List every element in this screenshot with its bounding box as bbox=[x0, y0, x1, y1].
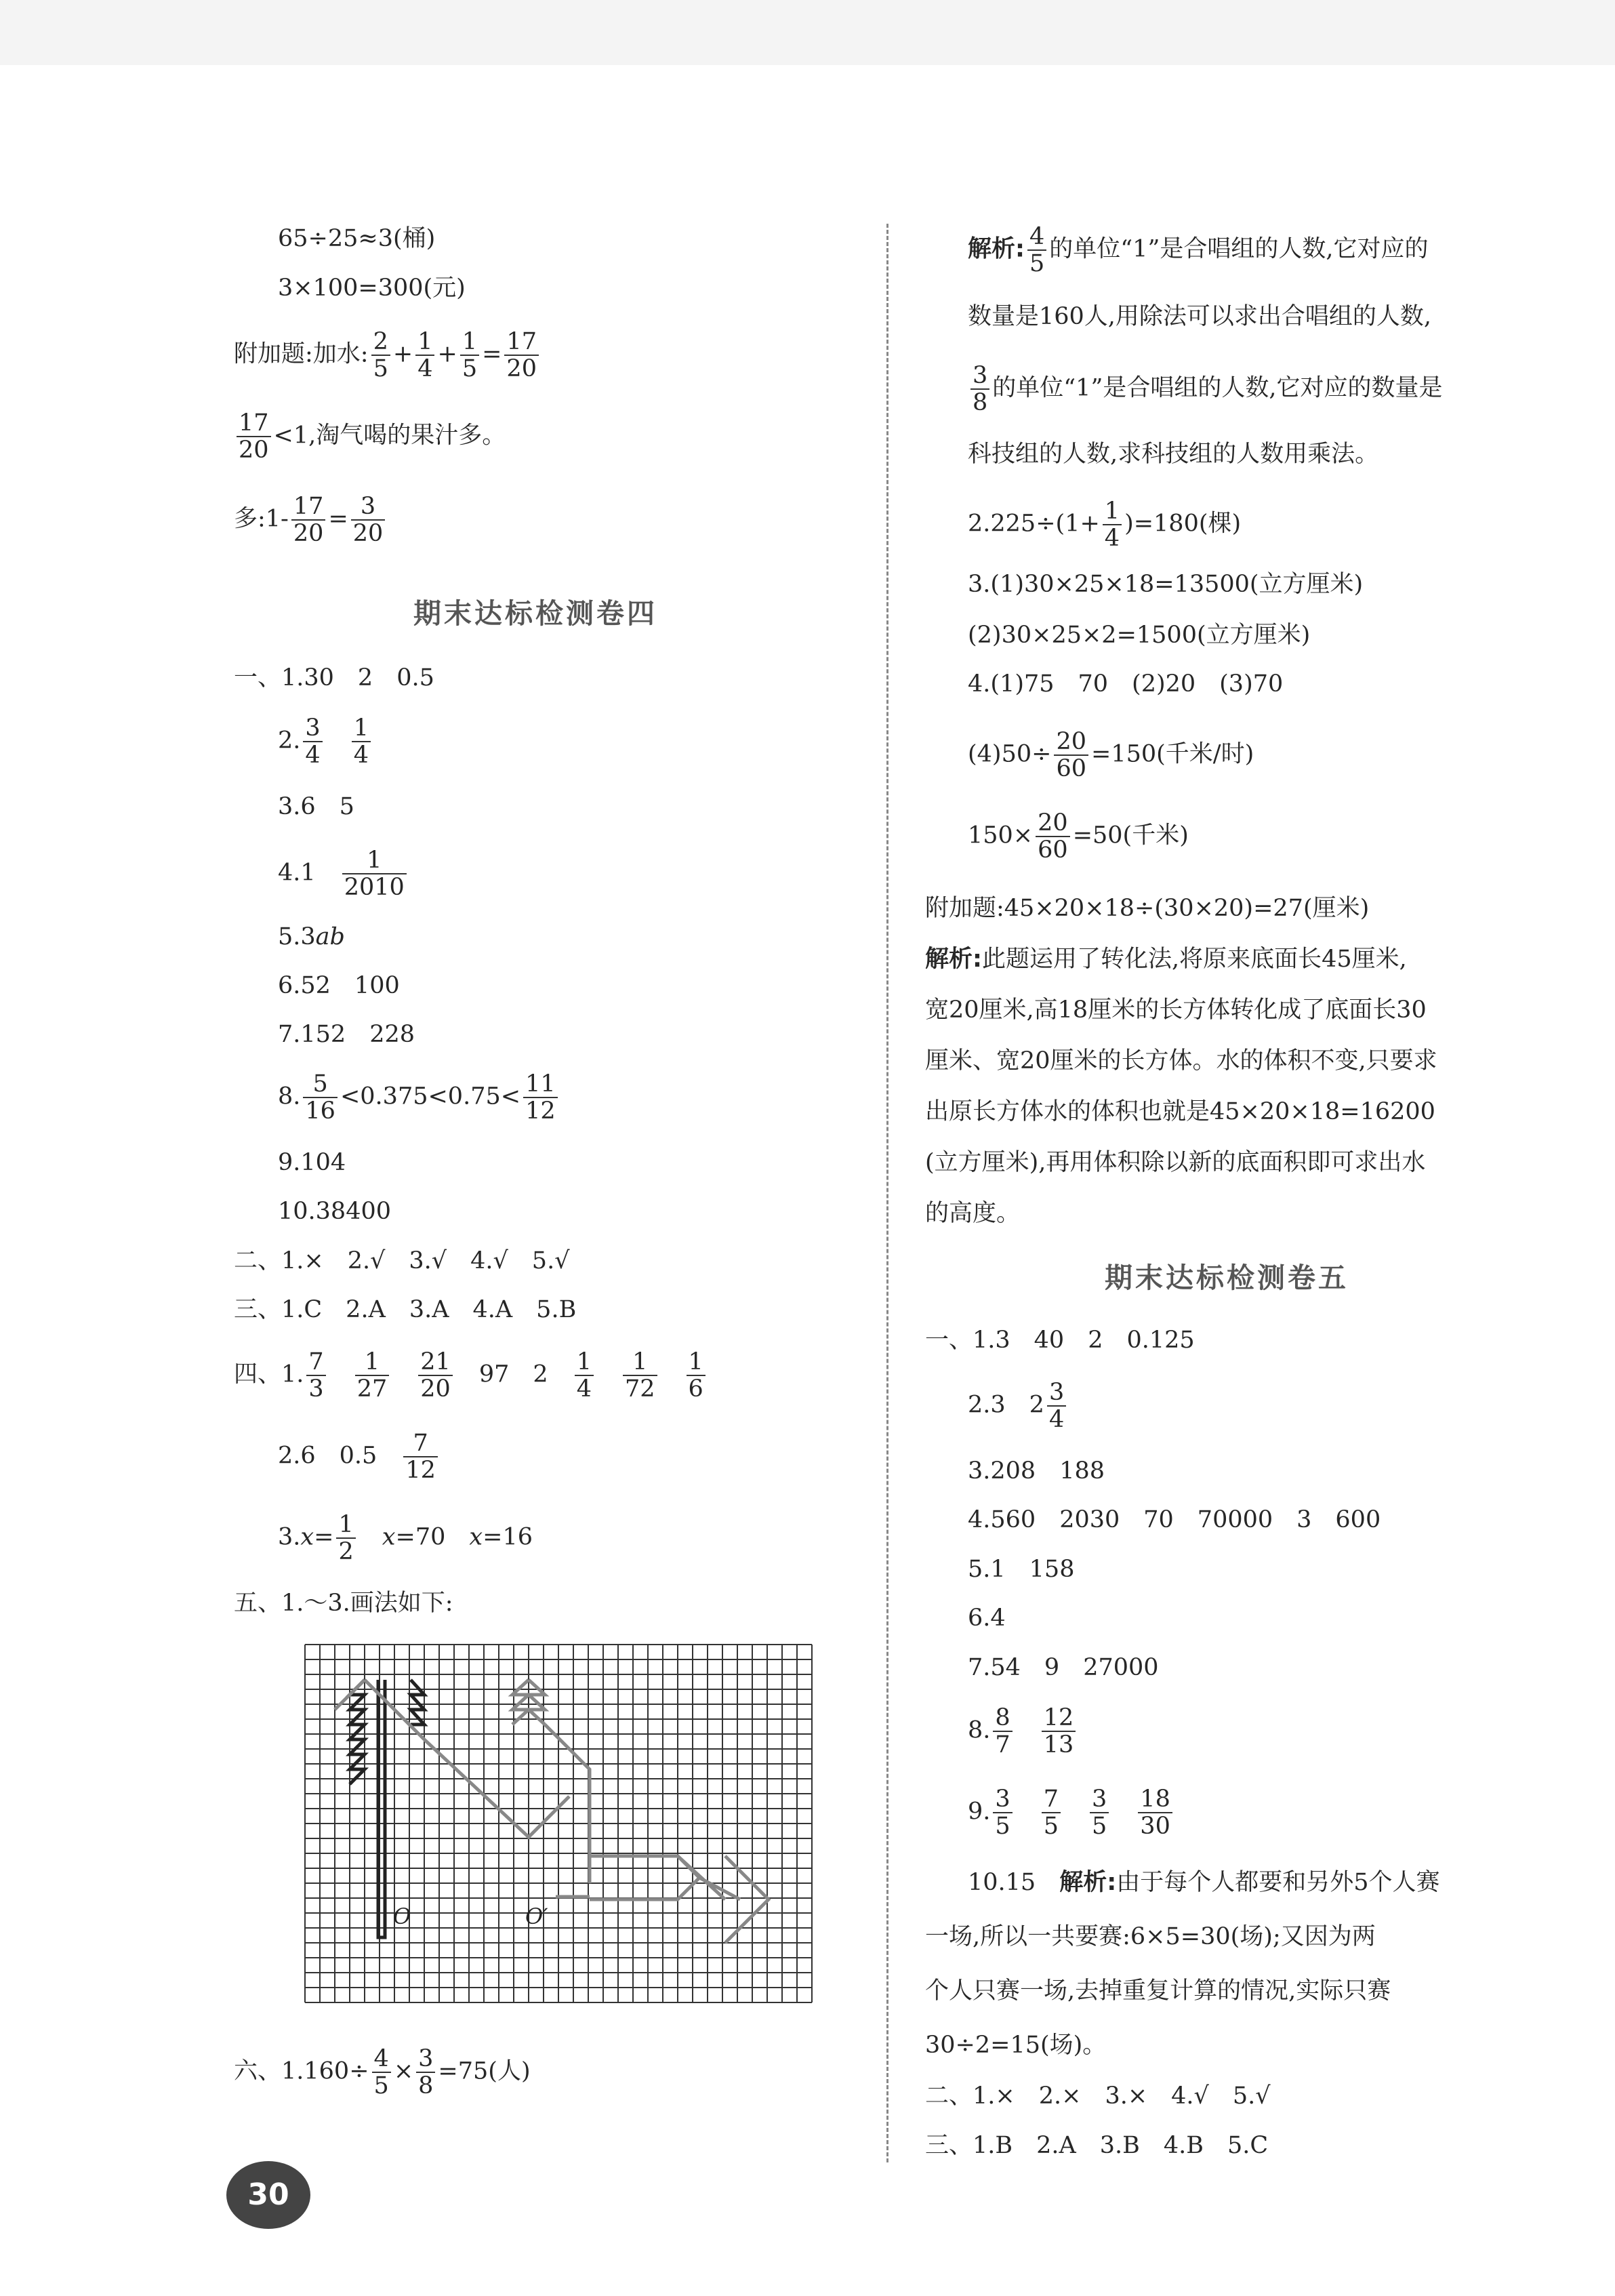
answer-line: 5.1 158 bbox=[968, 1556, 1075, 1583]
answer-line: 一、1.30 2 0.5 bbox=[234, 664, 434, 691]
answer-line: (2)30×25×2=1500(立方厘米) bbox=[968, 622, 1311, 649]
answer-line: 三、1.C 2.A 3.A 4.A 5.B bbox=[234, 1296, 577, 1323]
answer-line: 二、1.× 2.× 3.× 4.√ 5.√ bbox=[925, 2082, 1271, 2110]
answer-line: 6.52 100 bbox=[278, 972, 400, 999]
answer-line: 2. $\frac{3}{4}$ $\frac{1}{4}$ bbox=[278, 715, 373, 768]
answer-line: 4.1 $\frac{1}{2010}$ bbox=[278, 847, 409, 900]
answer-line: 附加题:45×20×18÷(30×20)=27(厘米) bbox=[925, 895, 1370, 922]
fraction: $\frac{1}{6}$ bbox=[687, 1349, 706, 1402]
origin-prime-label: O′ bbox=[525, 1904, 548, 1929]
fraction: $\frac{3}{4}$ bbox=[1047, 1379, 1066, 1432]
fraction: $\frac{2}{5}$ bbox=[371, 329, 390, 382]
fraction: $\frac{17}{20}$ bbox=[291, 494, 326, 546]
page-number: 30 bbox=[226, 2161, 310, 2229]
fraction: $\frac{1}{4}$ bbox=[575, 1349, 594, 1402]
explain-line: 解析: $\frac{4}{5}$ 的单位“1”是合唱组的人数,它对应的 bbox=[968, 223, 1429, 277]
explain-line: 厘米、宽20厘米的长方体。水的体积不变,只要求 bbox=[925, 1047, 1437, 1074]
fraction: $\frac{7}{12}$ bbox=[403, 1430, 438, 1483]
fraction: $\frac{7}{5}$ bbox=[1042, 1786, 1061, 1839]
answer-line: 五、1.～3.画法如下: bbox=[234, 1590, 453, 1617]
answer-line: 二、1.× 2.√ 3.√ 4.√ 5.√ bbox=[234, 1247, 570, 1274]
label: 附加题:加水: bbox=[234, 340, 369, 368]
answer-line: 7.54 9 27000 bbox=[968, 1654, 1159, 1681]
explain-line: 个人只赛一场,去掉重复计算的情况,实际只赛 bbox=[925, 1977, 1391, 2005]
fraction: $\frac{1}{5}$ bbox=[460, 329, 479, 382]
fraction: $\frac{4}{5}$ bbox=[372, 2046, 391, 2099]
fraction: $\frac{3}{5}$ bbox=[1090, 1786, 1109, 1839]
answer-line: 3.208 188 bbox=[968, 1457, 1105, 1485]
answer-line: 9.104 bbox=[278, 1149, 346, 1176]
fraction: $\frac{3}{5}$ bbox=[993, 1786, 1012, 1839]
fraction: $\frac{3}{8}$ bbox=[416, 2046, 435, 2099]
grid-drawing bbox=[298, 1639, 813, 2013]
fraction: $\frac{18}{30}$ bbox=[1138, 1786, 1172, 1839]
fujia-line: 附加题:加水: $\frac{2}{5}$ + $\frac{1}{4}$ + $\frac{1}{5}$ = $\frac{17}{20}$ bbox=[234, 329, 541, 382]
explain-line: $\frac{3}{8}$ 的单位“1”是合唱组的人数,它对应的数量是 bbox=[968, 363, 1442, 416]
answer-line: 8. $\frac{5}{16}$ <0.375<0.75< $\frac{11}{12}$ bbox=[278, 1071, 560, 1124]
answer-line: (4)50÷ $\frac{20}{60}$ =150(千米/时) bbox=[968, 728, 1254, 782]
explain-line: 出原长方体水的体积也就是45×20×18=16200 bbox=[925, 1098, 1435, 1125]
answer-line: 7.152 228 bbox=[278, 1021, 415, 1048]
answer-line: 4.560 2030 70 70000 3 600 bbox=[968, 1506, 1381, 1533]
answer-line: 150× $\frac{20}{60}$ =50(千米) bbox=[968, 809, 1189, 864]
diff-line: 多:1- $\frac{17}{20}$ = $\frac{3}{20}$ bbox=[234, 494, 388, 546]
fraction: $\frac{1}{4}$ bbox=[352, 715, 371, 768]
fraction: $\frac{3}{4}$ bbox=[303, 715, 322, 768]
answer-line: 10.38400 bbox=[278, 1198, 392, 1225]
fraction: $\frac{5}{16}$ bbox=[303, 1071, 338, 1124]
fraction: $\frac{20}{60}$ bbox=[1036, 810, 1070, 863]
fraction: $\frac{3}{8}$ bbox=[970, 363, 989, 416]
origin-label: O bbox=[393, 1904, 411, 1929]
fraction: $\frac{4}{5}$ bbox=[1027, 224, 1046, 277]
answer-line: 六、1.160÷ $\frac{4}{5}$ × $\frac{3}{8}$ =75(人) bbox=[234, 2045, 531, 2099]
line: 65÷25≈3(桶) bbox=[278, 225, 436, 252]
section-title-5: 期末达标检测卷五 bbox=[1105, 1262, 1349, 1294]
answer-line: 3.(1)30×25×18=13500(立方厘米) bbox=[968, 571, 1364, 598]
column-divider bbox=[886, 224, 888, 2162]
explain-line: 10.15 解析:由于每个人都要和另外5个人赛 bbox=[968, 1869, 1440, 1896]
section-title-4: 期末达标检测卷四 bbox=[413, 597, 657, 630]
answer-line: 三、1.B 2.A 3.B 4.B 5.C bbox=[925, 2132, 1269, 2159]
line: 3×100=300(元) bbox=[278, 275, 466, 302]
answer-line: 4.(1)75 70 (2)20 (3)70 bbox=[968, 670, 1284, 698]
explain-line: 宽20厘米,高18厘米的长方体转化成了底面长30 bbox=[925, 996, 1427, 1024]
explain-line: 的高度。 bbox=[925, 1200, 1021, 1227]
fraction: $\frac{1}{4}$ bbox=[1103, 498, 1122, 551]
answer-line: 3.6 5 bbox=[278, 793, 354, 820]
fraction: $\frac{21}{20}$ bbox=[418, 1349, 453, 1402]
fraction: $\frac{1}{2010}$ bbox=[342, 847, 407, 900]
top-header-band bbox=[0, 0, 1615, 65]
answer-line: 2.6 0.5 $\frac{7}{12}$ bbox=[278, 1430, 441, 1483]
answer-line: 一、1.3 40 2 0.125 bbox=[925, 1327, 1195, 1354]
compare-line: $\frac{17}{20}$ <1,淘气喝的果汁多。 bbox=[234, 410, 506, 463]
answer-line: 2.3 2 $\frac{3}{4}$ bbox=[968, 1379, 1069, 1432]
fraction: $\frac{11}{12}$ bbox=[523, 1071, 558, 1124]
fraction: $\frac{17}{20}$ bbox=[504, 329, 539, 382]
answer-line: 3.x= $\frac{1}{2}$ x=70 x=16 bbox=[278, 1511, 533, 1565]
fraction: $\frac{20}{60}$ bbox=[1054, 729, 1088, 782]
fraction: $\frac{1}{4}$ bbox=[415, 329, 434, 382]
fraction: $\frac{1}{2}$ bbox=[336, 1512, 355, 1565]
fraction: $\frac{17}{20}$ bbox=[237, 410, 271, 463]
explain-line: 数量是160人,用除法可以求出合唱组的人数, bbox=[968, 303, 1432, 330]
fraction: $\frac{12}{13}$ bbox=[1042, 1705, 1076, 1758]
explain-line: 一场,所以一共要赛:6×5=30(场);又因为两 bbox=[925, 1923, 1376, 1950]
answer-line: 9. $\frac{3}{5}$ $\frac{7}{5}$ $\frac{3}{5}$ $\frac{18}{30}$ bbox=[968, 1786, 1175, 1839]
fraction: $\frac{1}{72}$ bbox=[623, 1349, 657, 1402]
answer-line: 5.3ab bbox=[278, 923, 345, 950]
answer-line: 2.225÷(1+ $\frac{1}{4}$ )=180(棵) bbox=[968, 498, 1242, 552]
fraction: $\frac{8}{7}$ bbox=[993, 1705, 1012, 1758]
explain-line: 30÷2=15(场)。 bbox=[925, 2032, 1107, 2059]
fraction: $\frac{7}{3}$ bbox=[306, 1349, 325, 1402]
answer-line: 四、1. $\frac{7}{3}$ $\frac{1}{27}$ $\frac{21}{20}$ 97 2 $\frac{1}{4}$ $\frac{1}{72}$ $\frac{1}{6}$ bbox=[234, 1349, 708, 1402]
answer-line: 6.4 bbox=[968, 1605, 1006, 1632]
fraction: $\frac{3}{20}$ bbox=[351, 494, 386, 546]
explain-line: 解析:此题运用了转化法,将原来底面长45厘米, bbox=[925, 946, 1407, 973]
explain-line: (立方厘米),再用体积除以新的底面积即可求出水 bbox=[925, 1149, 1426, 1176]
explain-line: 科技组的人数,求科技组的人数用乘法。 bbox=[968, 441, 1379, 468]
fraction: $\frac{1}{27}$ bbox=[355, 1349, 390, 1402]
answer-line: 8. $\frac{8}{7}$ $\frac{12}{13}$ bbox=[968, 1705, 1078, 1758]
